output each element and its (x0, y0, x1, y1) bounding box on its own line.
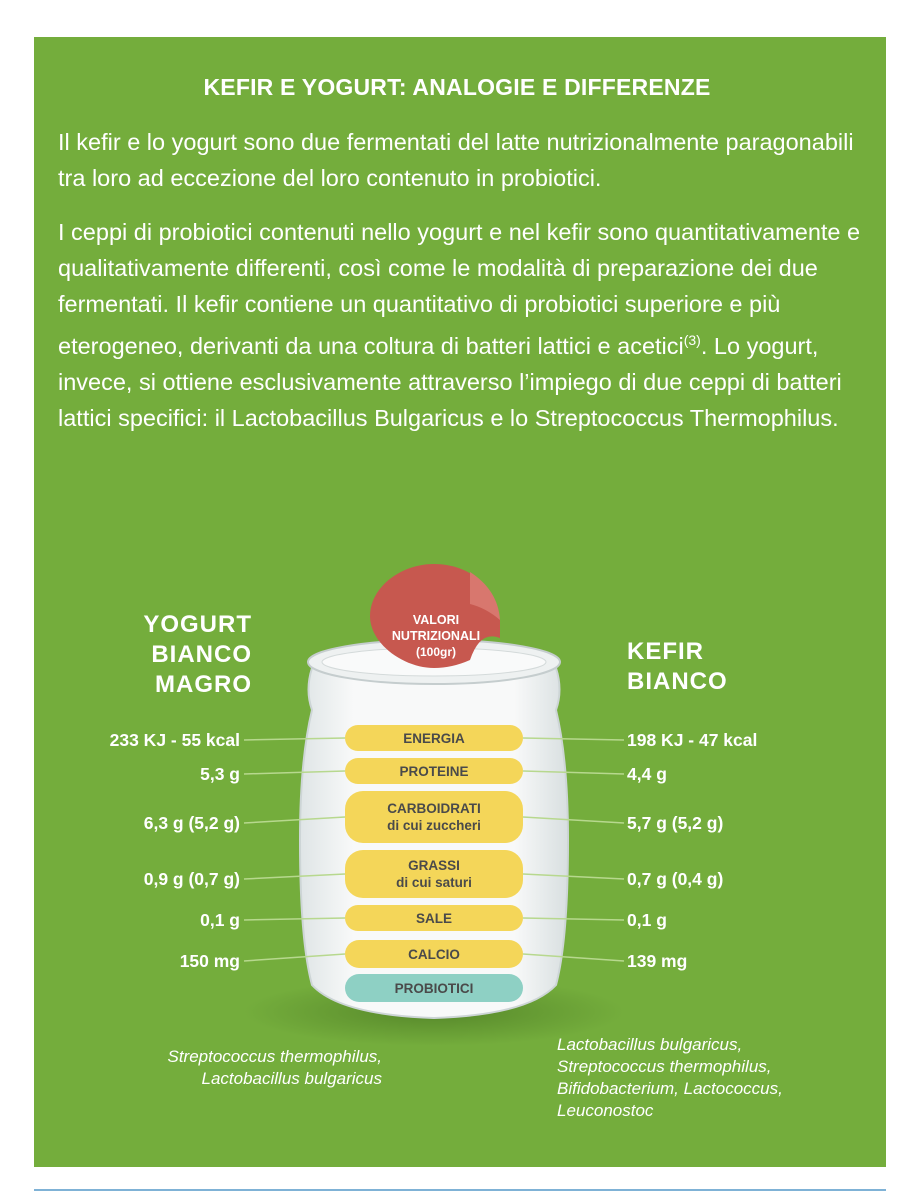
kefir-proteine-value: 4,4 g (627, 764, 667, 784)
badge-line1: VALORI (412, 613, 460, 627)
pill-grassi (345, 850, 523, 898)
intro-paragraph: Il kefir e lo yogurt sono due fermentati del latte nutrizionalmente paragonabili tra loro ad eccezione del loro contenuto in probiotici. (58, 129, 854, 191)
kefir-strains (557, 1034, 877, 1122)
kefir-title-line2: BIANCO (627, 668, 728, 695)
yogurt-title-line1: YOGURT (143, 611, 252, 638)
pill-energia-label: ENERGIA (403, 730, 465, 746)
pill-probiotici (345, 974, 523, 1002)
pill-energia (345, 725, 523, 751)
yogurt-strain-1: Streptococcus thermophilus, (167, 1047, 382, 1066)
kefir-strain-2: Streptococcus thermophilus, (557, 1057, 772, 1076)
badge-line3: (100gr) (415, 645, 457, 659)
yogurt-carboidrati-value: 6,3 g (5,2 g) (143, 813, 240, 833)
kefir-strain-4: Leuconostoc (557, 1101, 654, 1120)
detail-paragraph-end: . Lo yogurt, invece, si ottiene esclusivamente attraverso l’impiego di due ceppi di batteri lattici specifici: il Lactobacillus Bulgaricus e lo Streptococcus Thermophilus. (58, 332, 842, 431)
kefir-calcio-value: 139 mg (627, 951, 688, 971)
pill-grassi-label: GRASSI (408, 858, 460, 873)
detail-paragraph-main: I ceppi di probiotici contenuti nello yogurt e nel kefir sono quantitativamente e qualitativamente differenti, così come le modalità di preparazione dei due fermentati. Il kefir contiene un quantitativo di probiotici superiore e più eterogeneo, derivanti da una coltura di batteri lattici e acetici (58, 219, 861, 359)
kefir-carboidrati-value: 5,7 g (5,2 g) (627, 813, 724, 833)
pill-carboidrati (345, 791, 523, 843)
pill-calcio (345, 940, 523, 968)
yogurt-sale-value: 0,1 g (200, 910, 240, 930)
pill-sale-label: SALE (415, 910, 452, 926)
yogurt-proteine-value: 5,3 g (200, 764, 240, 784)
kefir-sale-value: 0,1 g (627, 910, 667, 930)
kefir-energia-value: 198 KJ - 47 kcal (627, 730, 758, 750)
yogurt-strains (100, 1046, 382, 1090)
yogurt-title (130, 610, 252, 700)
kefir-title (627, 637, 777, 697)
reference-marker[interactable]: (3) (683, 332, 701, 348)
pill-proteine (345, 758, 523, 784)
kefir-title-line1: KEFIR (627, 638, 704, 665)
yogurt-grassi-value: 0,9 g (0,7 g) (143, 869, 240, 889)
page-title: KEFIR E YOGURT: ANALOGIE E DIFFERENZE (203, 74, 711, 100)
yogurt-energia-value: 233 KJ - 55 kcal (109, 730, 240, 750)
kefir-strain-3: Bifidobacterium, Lactococcus, (557, 1079, 783, 1098)
kefir-grassi-value: 0,7 g (0,4 g) (627, 869, 724, 889)
yogurt-title-line2: BIANCO (151, 641, 252, 668)
bottom-divider (34, 1189, 886, 1191)
pill-carboidrati-label: CARBOIDRATI (387, 801, 481, 816)
yogurt-title-line3: MAGRO (155, 671, 252, 698)
yogurt-strain-2: Lactobacillus bulgaricus (201, 1069, 382, 1088)
badge-line2: NUTRIZIONALI (391, 629, 481, 643)
pill-grassi-sublabel: di cui saturi (396, 875, 472, 890)
pill-carboidrati-sublabel: di cui zuccheri (387, 818, 481, 833)
pill-sale (345, 905, 523, 931)
pill-proteine-label: PROTEINE (399, 763, 469, 779)
yogurt-calcio-value: 150 mg (179, 951, 240, 971)
kefir-strain-1: Lactobacillus bulgaricus, (557, 1035, 743, 1054)
pill-calcio-label: CALCIO (408, 946, 460, 962)
pill-probiotici-label: PROBIOTICI (394, 980, 474, 996)
